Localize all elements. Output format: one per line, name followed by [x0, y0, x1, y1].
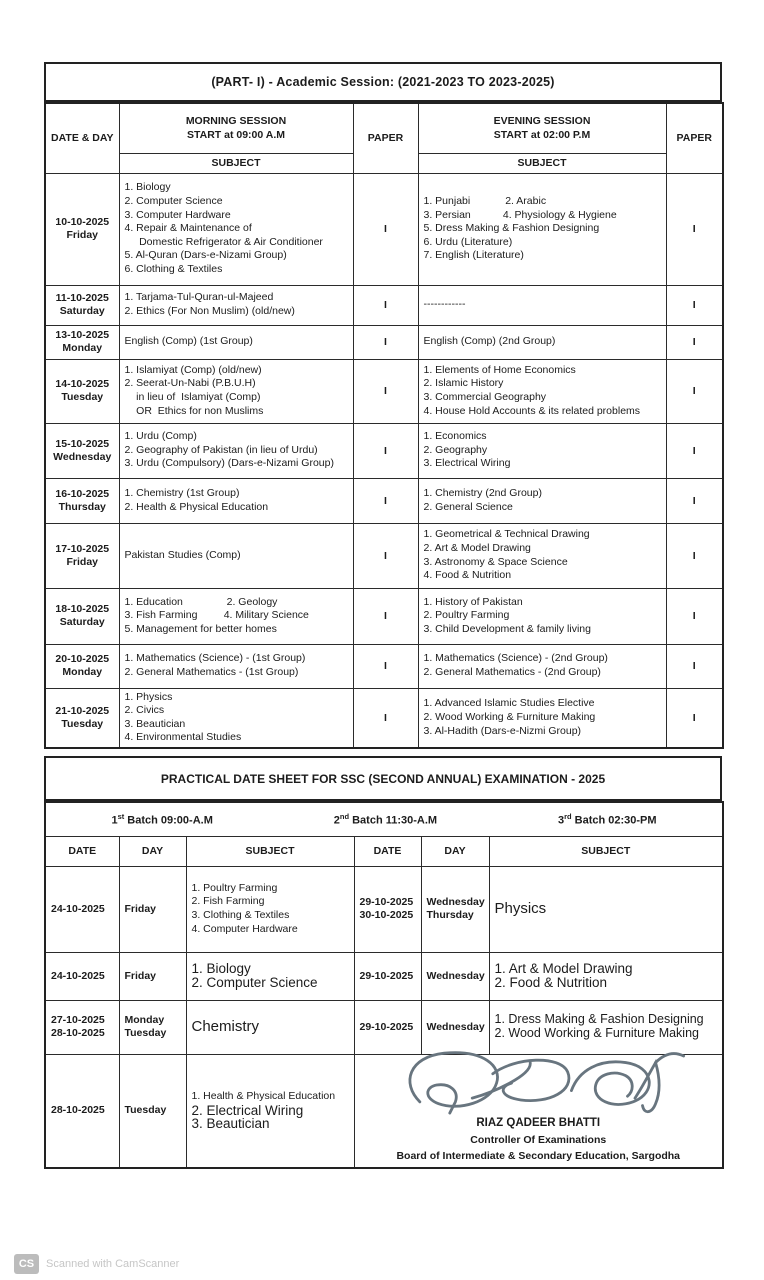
- subject-line: 1. Punjabi 2. Arabic: [423, 195, 547, 208]
- exam-date: 18-10-2025: [55, 603, 110, 615]
- date-day-cell: [45, 688, 119, 748]
- exam-date: 16-10-2025: [55, 487, 110, 500]
- subject-line: 7. English (Literature): [423, 249, 524, 262]
- morning-paper: I: [353, 644, 418, 688]
- subject-line: 4. Food & Nutrition: [423, 569, 512, 582]
- subject-line: 5. Management for better homes: [124, 622, 277, 635]
- subject-line: 2. Wood Working & Furniture Making: [494, 1026, 699, 1040]
- exam-day: Monday: [62, 666, 103, 678]
- exam-day: Tuesday: [61, 391, 104, 403]
- evening-subjects: [418, 325, 666, 359]
- subject-line: 3. Child Development & family living: [423, 622, 591, 635]
- practical-date: 24-10-2025: [45, 866, 119, 952]
- col-subheader-subject-morning: SUBJECT: [119, 153, 353, 173]
- practical-date: 29-10-2025: [354, 1000, 421, 1054]
- subject-line: English (Comp) (1st Group): [124, 335, 253, 348]
- exam-row: [45, 173, 723, 285]
- subject-line: 4. House Hold Accounts & its related problems: [423, 404, 641, 417]
- exam-row: [45, 523, 723, 588]
- practical-row: [45, 952, 723, 1000]
- part1-table-body: [45, 173, 723, 748]
- exam-date: 17-10-2025: [55, 542, 110, 555]
- subject-line: 6. Urdu (Literature): [423, 235, 513, 248]
- morning-subjects: [119, 285, 353, 325]
- practical-col-date-right: DATE: [354, 836, 421, 866]
- subject-line: 2. Civics: [124, 704, 165, 717]
- subject-line: 3. Persian 4. Physiology & Hygiene: [423, 208, 617, 221]
- morning-subjects: [119, 644, 353, 688]
- practical-row: [45, 866, 723, 952]
- subject-line: 2. Geography of Pakistan (in lieu of Urdu): [124, 443, 318, 456]
- morning-paper: I: [353, 423, 418, 478]
- morning-paper: I: [353, 478, 418, 523]
- exam-date: 21-10-2025: [55, 704, 110, 717]
- batch-2-label: 2nd Batch 11:30-A.M: [333, 811, 438, 827]
- exam-day: Saturday: [59, 305, 105, 317]
- col-header-morning-session: [119, 103, 353, 153]
- evening-subjects: [418, 523, 666, 588]
- morning-paper: I: [353, 285, 418, 325]
- practical-date: 29-10-2025 30-10-2025: [354, 866, 421, 952]
- subject-line: 1. Dress Making & Fashion Designing: [494, 1012, 704, 1027]
- practical-date: 27-10-2025 28-10-2025: [45, 1000, 119, 1054]
- practical-subjects: [186, 952, 354, 1000]
- evening-subjects: [418, 588, 666, 644]
- subject-line: 3. Urdu (Compulsory) (Dars-e-Nizami Group): [124, 457, 334, 470]
- subject-line: 3. Computer Hardware: [124, 208, 231, 221]
- exam-date: 10-10-2025: [55, 216, 110, 228]
- practical-day: Friday: [119, 866, 186, 952]
- exam-row: [45, 359, 723, 423]
- subject-line: 1. Geometrical & Technical Drawing: [423, 528, 590, 541]
- evening-subjects: [418, 478, 666, 523]
- subject-line: 2. Computer Science: [124, 195, 223, 208]
- signatory-org: Board of Intermediate & Secondary Education, Sargodha: [396, 1149, 681, 1162]
- signature-cell: [354, 1054, 723, 1168]
- practical-col-day-right: DAY: [421, 836, 489, 866]
- practical-day: Wednesday: [421, 1000, 489, 1054]
- camscanner-watermark: [14, 1254, 179, 1274]
- subject-line: 1. Chemistry (2nd Group): [423, 486, 542, 499]
- morning-paper: I: [353, 359, 418, 423]
- date-day-cell: [45, 644, 119, 688]
- part1-title-box: [44, 62, 722, 102]
- morning-session-time: START at 09:00 A.M: [186, 129, 286, 142]
- practical-table-header: [45, 802, 723, 866]
- practical-subjects: [186, 1000, 354, 1054]
- col-header-date-day: DATE & DAY: [45, 103, 119, 173]
- signatory-name: RIAZ QADEER BHATTI: [476, 1116, 601, 1129]
- subject-line: 2. Computer Science: [191, 975, 318, 990]
- subject-line: 1. Economics: [423, 430, 487, 443]
- batch-1-label: 1st Batch 09:00-A.M: [111, 811, 213, 827]
- exam-row: [45, 423, 723, 478]
- exam-day: Friday: [66, 555, 98, 568]
- practical-day: Monday Tuesday: [119, 1000, 186, 1054]
- col-header-paper-evening: PAPER: [666, 103, 723, 173]
- subject-line: 1. Elements of Home Economics: [423, 363, 576, 376]
- exam-day: Thursday: [58, 500, 106, 513]
- subject-line: 5. Al-Quran (Dars-e-Nizami Group): [124, 249, 287, 262]
- subject-line: Physics: [494, 900, 547, 918]
- subject-line: 2. Electrical Wiring: [191, 1102, 304, 1118]
- evening-session-time: START at 02:00 P.M: [493, 129, 591, 142]
- subject-line: 2. General Mathematics - (1st Group): [124, 666, 299, 678]
- practical-col-date-left: DATE: [45, 836, 119, 866]
- exam-day: Tuesday: [61, 717, 104, 730]
- subject-line: Chemistry: [191, 1018, 260, 1036]
- practical-title: PRACTICAL DATE SHEET FOR SSC (SECOND ANNUAL) EXAMINATION - 2025: [160, 771, 606, 786]
- subject-line: 3. Beautician: [124, 717, 186, 730]
- evening-subjects: [418, 359, 666, 423]
- morning-subjects: [119, 478, 353, 523]
- subject-line: 1. Biology: [124, 181, 171, 194]
- subject-line: Pakistan Studies (Comp): [124, 548, 241, 561]
- subject-line: ------------: [423, 298, 466, 311]
- subject-line: 2. Art & Model Drawing: [423, 541, 531, 554]
- subject-line: Domestic Refrigerator & Air Conditioner: [124, 235, 323, 248]
- part1-title: (PART- I) - Academic Session: (2021-2023 TO 2023-2025): [211, 75, 555, 89]
- morning-subjects: [119, 325, 353, 359]
- date-day-cell: [45, 423, 119, 478]
- col-header-evening-session: [418, 103, 666, 153]
- subject-line: 1. Education 2. Geology: [124, 595, 278, 608]
- evening-subjects: [418, 644, 666, 688]
- exam-day: Wednesday: [53, 450, 112, 463]
- morning-subjects: [119, 423, 353, 478]
- subject-line: 4. Repair & Maintenance of: [124, 222, 252, 235]
- subject-line: 1. Chemistry (1st Group): [124, 486, 240, 499]
- date-day-cell: [45, 173, 119, 285]
- part1-table-header: [45, 103, 723, 173]
- date-sheet-document: [44, 62, 722, 1169]
- exam-date: 20-10-2025: [55, 653, 110, 665]
- evening-paper: I: [666, 285, 723, 325]
- practical-table: [44, 801, 724, 1169]
- morning-paper: I: [353, 588, 418, 644]
- exam-row: [45, 688, 723, 748]
- morning-subjects: [119, 173, 353, 285]
- evening-paper: I: [666, 423, 723, 478]
- practical-subjects: [489, 866, 723, 952]
- subject-line: 3. Al-Hadith (Dars-e-Nizmi Group): [423, 724, 582, 737]
- exam-row: [45, 644, 723, 688]
- practical-subjects: [186, 1054, 354, 1168]
- subject-line: 1. Advanced Islamic Studies Elective: [423, 697, 595, 710]
- subject-line: 3. Astronomy & Space Science: [423, 555, 568, 568]
- date-day-cell: [45, 285, 119, 325]
- batch-schedule-row: [45, 802, 723, 836]
- morning-subjects: [119, 359, 353, 423]
- signatory-title: Controller Of Examinations: [470, 1133, 607, 1146]
- camscanner-icon: CS: [14, 1254, 39, 1274]
- exam-date: 14-10-2025: [55, 378, 110, 390]
- subject-line: 1. Physics: [124, 690, 173, 703]
- subject-line: 3. Clothing & Textiles: [191, 909, 290, 921]
- practical-day: Friday: [119, 952, 186, 1000]
- practical-title-box: [44, 756, 722, 801]
- subject-line: 2. Fish Farming: [191, 895, 265, 908]
- exam-day: Friday: [66, 229, 98, 241]
- subject-line: 1. Art & Model Drawing: [494, 961, 633, 977]
- practical-subjects: [186, 866, 354, 952]
- evening-paper: I: [666, 588, 723, 644]
- evening-subjects: [418, 688, 666, 748]
- batch-3-label: 3rd Batch 02:30-PM: [557, 811, 657, 827]
- subject-line: 1. Tarjama-Tul-Quran-ul-Majeed: [124, 291, 274, 304]
- exam-row: [45, 285, 723, 325]
- subject-line: 1. Biology: [191, 961, 251, 977]
- exam-day: Saturday: [59, 616, 105, 628]
- subject-line: in lieu of Islamiyat (Comp): [124, 391, 261, 403]
- subject-line: 2. Food & Nutrition: [494, 975, 608, 990]
- practical-day: Tuesday: [119, 1054, 186, 1168]
- practical-col-subject-right: SUBJECT: [489, 836, 723, 866]
- subject-line: 3. Electrical Wiring: [423, 457, 511, 470]
- subject-line: 3. Fish Farming 4. Military Science: [124, 609, 309, 622]
- subject-line: 2. Islamic History: [423, 377, 504, 390]
- morning-subjects: [119, 588, 353, 644]
- subject-line: 5. Dress Making & Fashion Designing: [423, 222, 600, 235]
- practical-col-subject-left: SUBJECT: [186, 836, 354, 866]
- practical-date: 28-10-2025: [45, 1054, 119, 1168]
- evening-paper: I: [666, 173, 723, 285]
- practical-subjects: [489, 952, 723, 1000]
- evening-paper: I: [666, 359, 723, 423]
- practical-table-body: [45, 866, 723, 1168]
- date-day-cell: [45, 478, 119, 523]
- evening-subjects: [418, 423, 666, 478]
- subject-line: 2. General Mathematics - (2nd Group): [423, 666, 601, 678]
- watermark-text: Scanned with CamScanner: [46, 1258, 180, 1270]
- practical-day: Wednesday Thursday: [421, 866, 489, 952]
- practical-col-day-left: DAY: [119, 836, 186, 866]
- exam-day: Monday: [62, 342, 103, 354]
- subject-line: 6. Clothing & Textiles: [124, 262, 223, 275]
- date-day-cell: [45, 359, 119, 423]
- subject-line: 3. Commercial Geography: [423, 391, 547, 403]
- evening-paper: I: [666, 325, 723, 359]
- subject-line: 2. Health & Physical Education: [124, 500, 269, 513]
- subject-line: 1. Urdu (Comp): [124, 430, 197, 443]
- subject-line: 3. Beautician: [191, 1116, 270, 1132]
- evening-subjects: [418, 285, 666, 325]
- date-day-cell: [45, 325, 119, 359]
- signature-icon: [403, 1037, 693, 1133]
- col-subheader-subject-evening: SUBJECT: [418, 153, 666, 173]
- part1-timetable: [44, 102, 724, 749]
- exam-row: [45, 325, 723, 359]
- evening-session-title: EVENING SESSION: [493, 115, 591, 128]
- subject-line: 2. Geography: [423, 443, 488, 456]
- exam-date: 11-10-2025: [55, 292, 109, 304]
- col-header-paper-morning: PAPER: [353, 103, 418, 173]
- morning-subjects: [119, 688, 353, 748]
- subject-line: 1. Islamiyat (Comp) (old/new): [124, 363, 262, 376]
- morning-paper: I: [353, 173, 418, 285]
- subject-line: 2. Poultry Farming: [423, 609, 510, 622]
- morning-paper: I: [353, 688, 418, 748]
- subject-line: 1. Health & Physical Education: [191, 1090, 336, 1103]
- subject-line: English (Comp) (2nd Group): [423, 335, 556, 348]
- exam-date: 13-10-2025: [55, 329, 110, 341]
- morning-paper: I: [353, 325, 418, 359]
- practical-date: 29-10-2025: [354, 952, 421, 1000]
- evening-paper: I: [666, 688, 723, 748]
- morning-paper: I: [353, 523, 418, 588]
- morning-subjects: [119, 523, 353, 588]
- subject-line: 2. Ethics (For Non Muslim) (old/new): [124, 305, 295, 317]
- subject-line: 1. Mathematics (Science) - (1st Group): [124, 652, 306, 665]
- evening-paper: I: [666, 523, 723, 588]
- subject-line: 4. Environmental Studies: [124, 731, 242, 744]
- practical-row: [45, 1054, 723, 1168]
- practical-day: Wednesday: [421, 952, 489, 1000]
- subject-line: 4. Computer Hardware: [191, 922, 298, 935]
- exam-row: [45, 478, 723, 523]
- evening-subjects: [418, 173, 666, 285]
- subject-line: 1. History of Pakistan: [423, 595, 523, 608]
- exam-date: 15-10-2025: [55, 437, 110, 450]
- subject-line: 1. Poultry Farming: [191, 881, 278, 894]
- exam-row: [45, 588, 723, 644]
- practical-date: 24-10-2025: [45, 952, 119, 1000]
- subject-line: 2. Seerat-Un-Nabi (P.B.U.H): [124, 377, 256, 390]
- subject-line: 1. Mathematics (Science) - (2nd Group): [423, 652, 608, 665]
- subject-line: 2. General Science: [423, 500, 513, 513]
- subject-line: OR Ethics for non Muslims: [124, 404, 264, 417]
- morning-session-title: MORNING SESSION: [185, 115, 287, 128]
- subject-line: 2. Wood Working & Furniture Making: [423, 710, 596, 723]
- evening-paper: I: [666, 478, 723, 523]
- date-day-cell: [45, 523, 119, 588]
- evening-paper: I: [666, 644, 723, 688]
- date-day-cell: [45, 588, 119, 644]
